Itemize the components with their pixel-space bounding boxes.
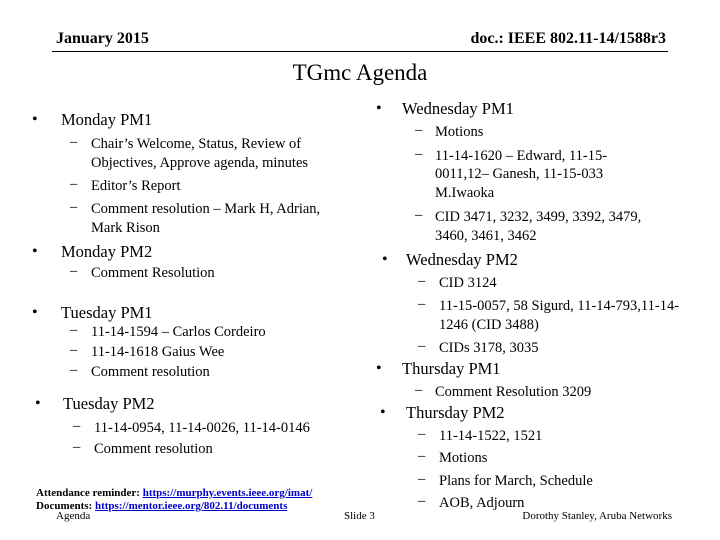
footer-agenda: Agenda (56, 510, 91, 522)
attendance-label: Attendance reminder: (36, 487, 140, 499)
footer-slide-number: Slide 3 (344, 510, 375, 522)
dash: – (418, 426, 426, 442)
bullet-wednesday-pm2: • (382, 251, 388, 268)
dash: – (70, 199, 78, 215)
thursday-pm2-item-3: Plans for March, Schedule (439, 473, 593, 489)
monday-pm1-item-2: Editor’s Report (91, 178, 181, 194)
dash: – (70, 134, 78, 150)
bullet-tuesday-pm1: • (32, 304, 38, 321)
header-rule (52, 51, 668, 52)
bullet-wednesday-pm1: • (376, 100, 382, 117)
bullet-monday-pm2: • (32, 243, 38, 260)
documents-link[interactable]: https://mentor.ieee.org/802.11/documents (94, 500, 288, 512)
attendance-link[interactable]: https://murphy.events.ieee.org/imat/ (142, 487, 313, 499)
dash: – (415, 146, 423, 162)
wednesday-pm2-item-2-line-2: 1246 (CID 3488) (439, 317, 539, 333)
dash: – (415, 382, 423, 398)
thursday-pm1-heading: Thursday PM1 (402, 359, 501, 378)
monday-pm2-heading: Monday PM2 (61, 242, 153, 261)
thursday-pm2-heading: Thursday PM2 (406, 403, 505, 422)
wednesday-pm2-heading: Wednesday PM2 (406, 250, 518, 269)
dash: – (70, 322, 78, 338)
monday-pm1-item-3-line-2: Mark Rison (91, 220, 160, 236)
wednesday-pm1-item-1: Motions (435, 124, 484, 140)
thursday-pm1-item-1: Comment Resolution 3209 (435, 384, 592, 400)
wednesday-pm2-item-2-line-1: 11-15-0057, 58 Sigurd, 11-14-793,11-14- (439, 298, 680, 314)
header-date: January 2015 (56, 30, 149, 47)
dash: – (415, 207, 423, 223)
monday-pm1-item-1-line-1: Chair’s Welcome, Status, Review of (91, 136, 302, 152)
wednesday-pm1-item-3-line-1: CID 3471, 3232, 3499, 3392, 3479, (435, 209, 642, 225)
dash: – (415, 122, 423, 138)
wednesday-pm1-item-2-line-3: M.Iwaoka (435, 185, 495, 201)
dash: – (73, 439, 81, 455)
wednesday-pm1-item-2-line-2: 0011,12– Ganesh, 11-15-033 (435, 166, 604, 182)
bullet-thursday-pm1: • (376, 360, 382, 377)
tuesday-pm1-item-1: 11-14-1594 – Carlos Cordeiro (91, 324, 266, 340)
tuesday-pm1-item-2: 11-14-1618 Gaius Wee (91, 344, 225, 360)
monday-pm1-item-3-line-1: Comment resolution – Mark H, Adrian, (91, 201, 321, 217)
tuesday-pm2-item-2: Comment resolution (94, 441, 213, 457)
bullet-monday-pm1: • (32, 111, 38, 128)
dash: – (418, 296, 426, 312)
thursday-pm2-item-2: Motions (439, 450, 488, 466)
attendance-reminder (36, 487, 312, 499)
dash: – (418, 471, 426, 487)
tuesday-pm2-item-1: 11-14-0954, 11-14-0026, 11-14-0146 (94, 420, 310, 436)
dash: – (70, 342, 78, 358)
bullet-tuesday-pm2: • (35, 395, 41, 412)
thursday-pm2-item-1: 11-14-1522, 1521 (439, 428, 543, 444)
dash: – (70, 263, 78, 279)
monday-pm1-item-1-line-2: Objectives, Approve agenda, minutes (91, 155, 309, 171)
tuesday-pm2-heading: Tuesday PM2 (63, 394, 155, 413)
monday-pm2-item-1: Comment Resolution (91, 265, 215, 281)
dash: – (418, 448, 426, 464)
header-doc-id: doc.: IEEE 802.11-14/1588r3 (470, 30, 666, 47)
dash: – (418, 273, 426, 289)
wednesday-pm2-item-3: CIDs 3178, 3035 (439, 340, 539, 356)
documents-label: Documents: (36, 500, 93, 512)
tuesday-pm1-item-3: Comment resolution (91, 364, 210, 380)
wednesday-pm1-item-3-line-2: 3460, 3461, 3462 (435, 228, 537, 244)
dash: – (418, 338, 426, 354)
thursday-pm2-item-4: AOB, Adjourn (439, 495, 525, 511)
page-title: TGmc Agenda (292, 60, 428, 85)
dash: – (70, 362, 78, 378)
wednesday-pm1-item-2-line-1: 11-14-1620 – Edward, 11-15- (435, 148, 608, 164)
bullet-thursday-pm2: • (380, 404, 386, 421)
monday-pm1-heading: Monday PM1 (61, 110, 153, 129)
dash: – (73, 418, 81, 434)
wednesday-pm1-heading: Wednesday PM1 (402, 99, 514, 118)
tuesday-pm1-heading: Tuesday PM1 (61, 303, 153, 322)
dash: – (70, 176, 78, 192)
wednesday-pm2-item-1: CID 3124 (439, 275, 497, 291)
dash: – (418, 493, 426, 509)
footer-author: Dorothy Stanley, Aruba Networks (522, 510, 672, 522)
